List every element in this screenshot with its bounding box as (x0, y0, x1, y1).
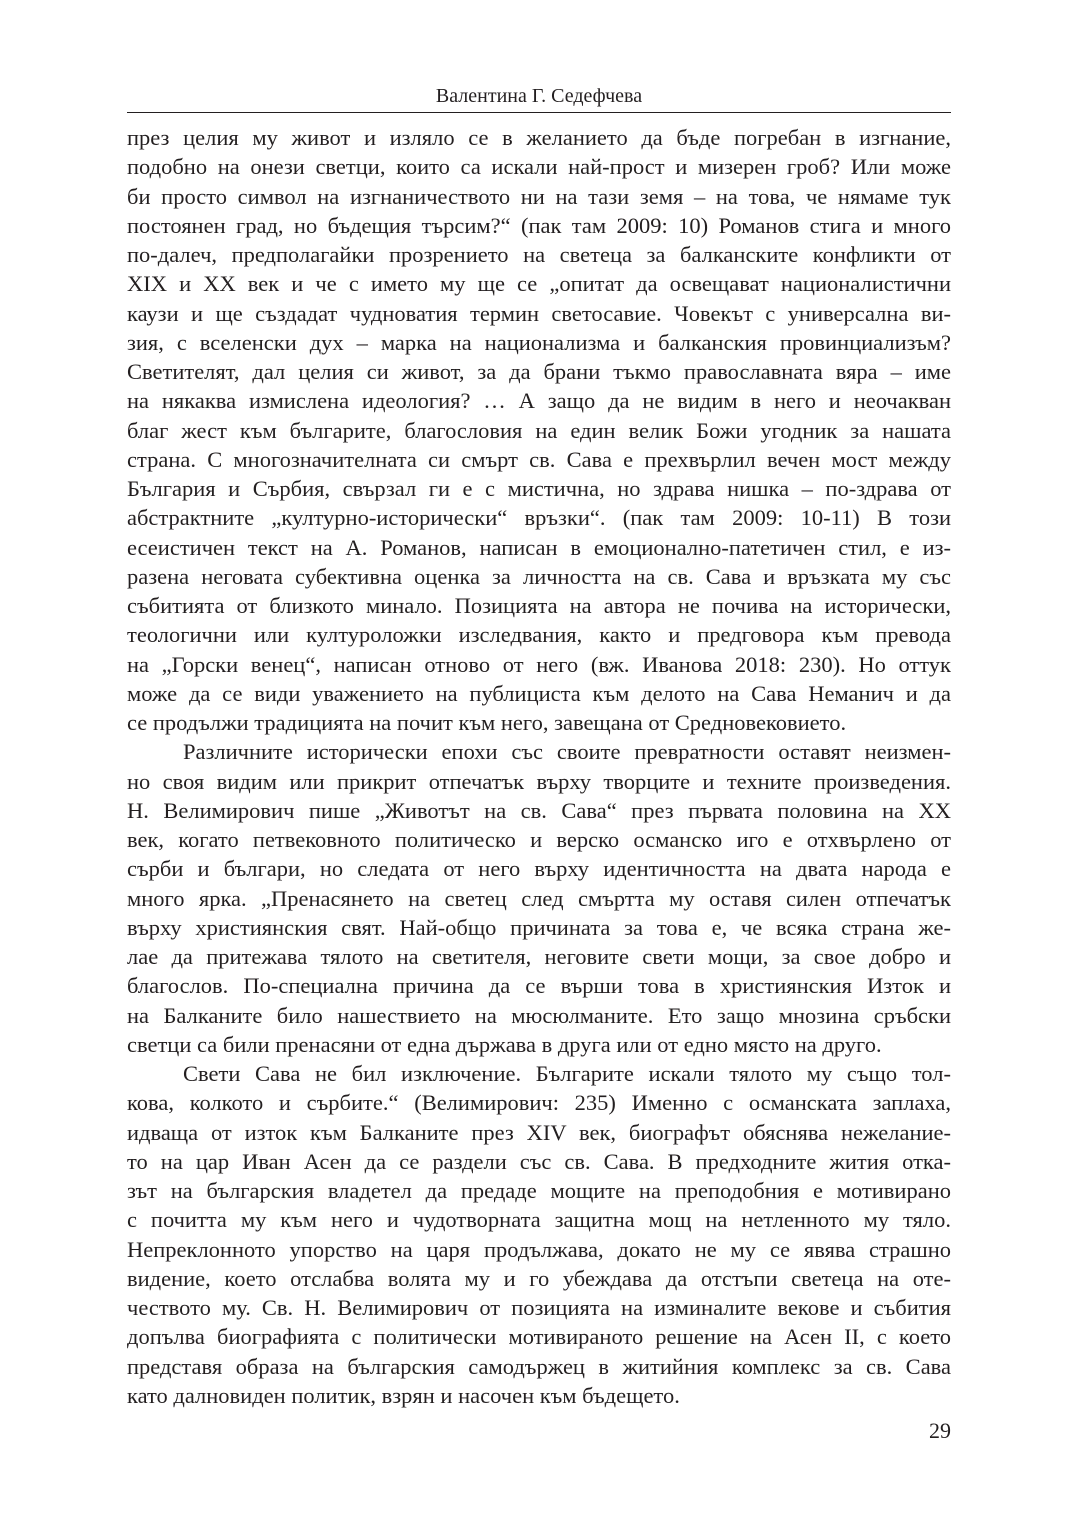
text-line: Н. Велимирович пише „Животът на св. Сава“ през първата половина на ХХ (127, 797, 951, 823)
paragraph (127, 1059, 951, 1410)
text-line: с почитта му към него и чудотворната защитна мощ на нетленното му тяло. (127, 1207, 951, 1233)
text-line: теологични или културоложки изследвания, както и предговора към превода (127, 622, 951, 648)
text-line: се продължи традицията на почит към него, завещана от Средновековието. (127, 710, 847, 735)
text-line: но своя видим или прикрит отпечатък върху творците и техните произведения. (127, 768, 951, 794)
text-line: би просто символ на изгнаничеството ни на тази земя – на това, че нямаме тук (127, 183, 951, 209)
text-line: лае да притежава тялото на светителя, неговите свети мощи, за свое добро и (127, 944, 951, 969)
text-line: разена неговата субективна оценка за личността на св. Сава и връзката му със (127, 563, 951, 589)
paragraph (127, 123, 951, 737)
text-line: Светителят, дал целия си живот, за да брани тъкмо православната вяра – име (127, 359, 951, 384)
text-line: събитията от близкото минало. Позицията на автора не почива на исторически, (127, 593, 951, 618)
text-line: абстрактните „културно-исторически“ връзки“. (пак там 2009: 10-11) В този (127, 505, 951, 531)
text-line: представя образа на българския самодържец в житийния комплекс за св. Сава (127, 1353, 951, 1379)
text-line: сърби и българи, но следата от него върху идентичността на двата народа е (127, 856, 951, 882)
text-line: чеството му. Св. Н. Велимирович от позицията на изминалите векове и събития (127, 1295, 951, 1320)
text-line: Свети Сава не бил изключение. Българите искали тялото му също тол- (183, 1061, 951, 1086)
text-line: постоянен град, но бъдещия търсим?“ (пак там 2009: 10) Романов стига и много (127, 212, 951, 238)
paragraph (127, 737, 951, 1059)
text-line: кова, колкото и сърбите.“ (Велимирович: 235) Именно с османската заплаха, (127, 1090, 951, 1116)
text-line: може да се види уважението на публициста към делото на Сава Неманич и да (127, 680, 951, 706)
text-line: Непреклонното упорство на царя продължава, докато не му се явява страшно (127, 1236, 951, 1262)
text-line: зът на българския владетел да предаде мощите на преподобния е мотивирано (127, 1178, 951, 1203)
text-line: светци са били пренасяни от една държава в друга или от едно място на друго. (127, 1031, 882, 1057)
text-line: много ярка. „Пренасянето на светец след смъртта му оставя силен отпечатък (127, 885, 951, 911)
text-line: през целия му живот и изляло се в желанието да бъде погребан в изгнание, (127, 125, 951, 150)
text-line: на Балканите било нашествието на мюсюлманите. Ето защо мнозина сръбски (127, 1002, 951, 1028)
text-line: по-далеч, предполагайки прозрението на светеца за балканските конфликти от (127, 242, 951, 267)
text-line: Различните исторически епохи със своите превратности оставят неизмен- (183, 739, 951, 765)
text-line: каузи и ще създадат чудноватия термин светосавие. Човекът с универсална ви- (127, 300, 951, 326)
header-author-name: Валентина Г. Седефчева (435, 85, 643, 107)
text-line: страна. С многозначителната си смърт св. Сава е прехвърлил вечен мост между (127, 446, 951, 472)
text-line: идваща от изток към Балканите през ХІV век, биографът обяснява нежелание- (127, 1119, 951, 1145)
text-line: върху християнския свят. Най-общо причината за това е, че всяка страна же- (127, 914, 951, 940)
text-line: подобно на онези светци, които са искали най-прост и мизерен гроб? Или може (127, 154, 951, 180)
text-line: ХІХ и ХХ век и че с името му ще се „опитат да освещават националистични (127, 271, 951, 297)
text-line: благ жест към българите, благословия на един велик Божи угодник за нашата (127, 417, 951, 443)
text-line: зия, с вселенски дух – марка на национализма и балканския провинциализъм? (127, 329, 951, 355)
text-line: като далновиден политик, взрян и насочен към бъдещето. (127, 1382, 680, 1408)
page-number: 29 (929, 1418, 951, 1443)
text-line: България и Сърбия, свързал ги е с мистична, но здрава нишка – по-здрава от (127, 476, 951, 501)
text-line: на „Горски венец“, написан отново от него (вж. Иванова 2018: 230). Но оттук (127, 651, 951, 677)
body-text (127, 123, 951, 1410)
text-line: то на цар Иван Асен да се раздели със св. Сава. В предходните жития отка- (127, 1148, 951, 1174)
running-header (127, 78, 951, 113)
text-line: на някаква измислена идеология? … А защо да не видим в него и неочакван (127, 388, 951, 414)
text-line: видение, което отслабва волята му и го убеждава да отстъпи светеца на оте- (127, 1265, 951, 1291)
text-line: есеистичен текст на А. Романов, написан в емоционално-патетичен стил, е из- (127, 534, 951, 560)
text-line: век, когато петвековното политическо и верско османско иго е отхвърлено от (127, 827, 951, 852)
text-line: благослов. По-специална причина да се върши това в християнския Изток и (127, 973, 951, 999)
text-line: допълва биографията с политически мотивираното решение на Асен ІІ, с което (127, 1324, 951, 1350)
